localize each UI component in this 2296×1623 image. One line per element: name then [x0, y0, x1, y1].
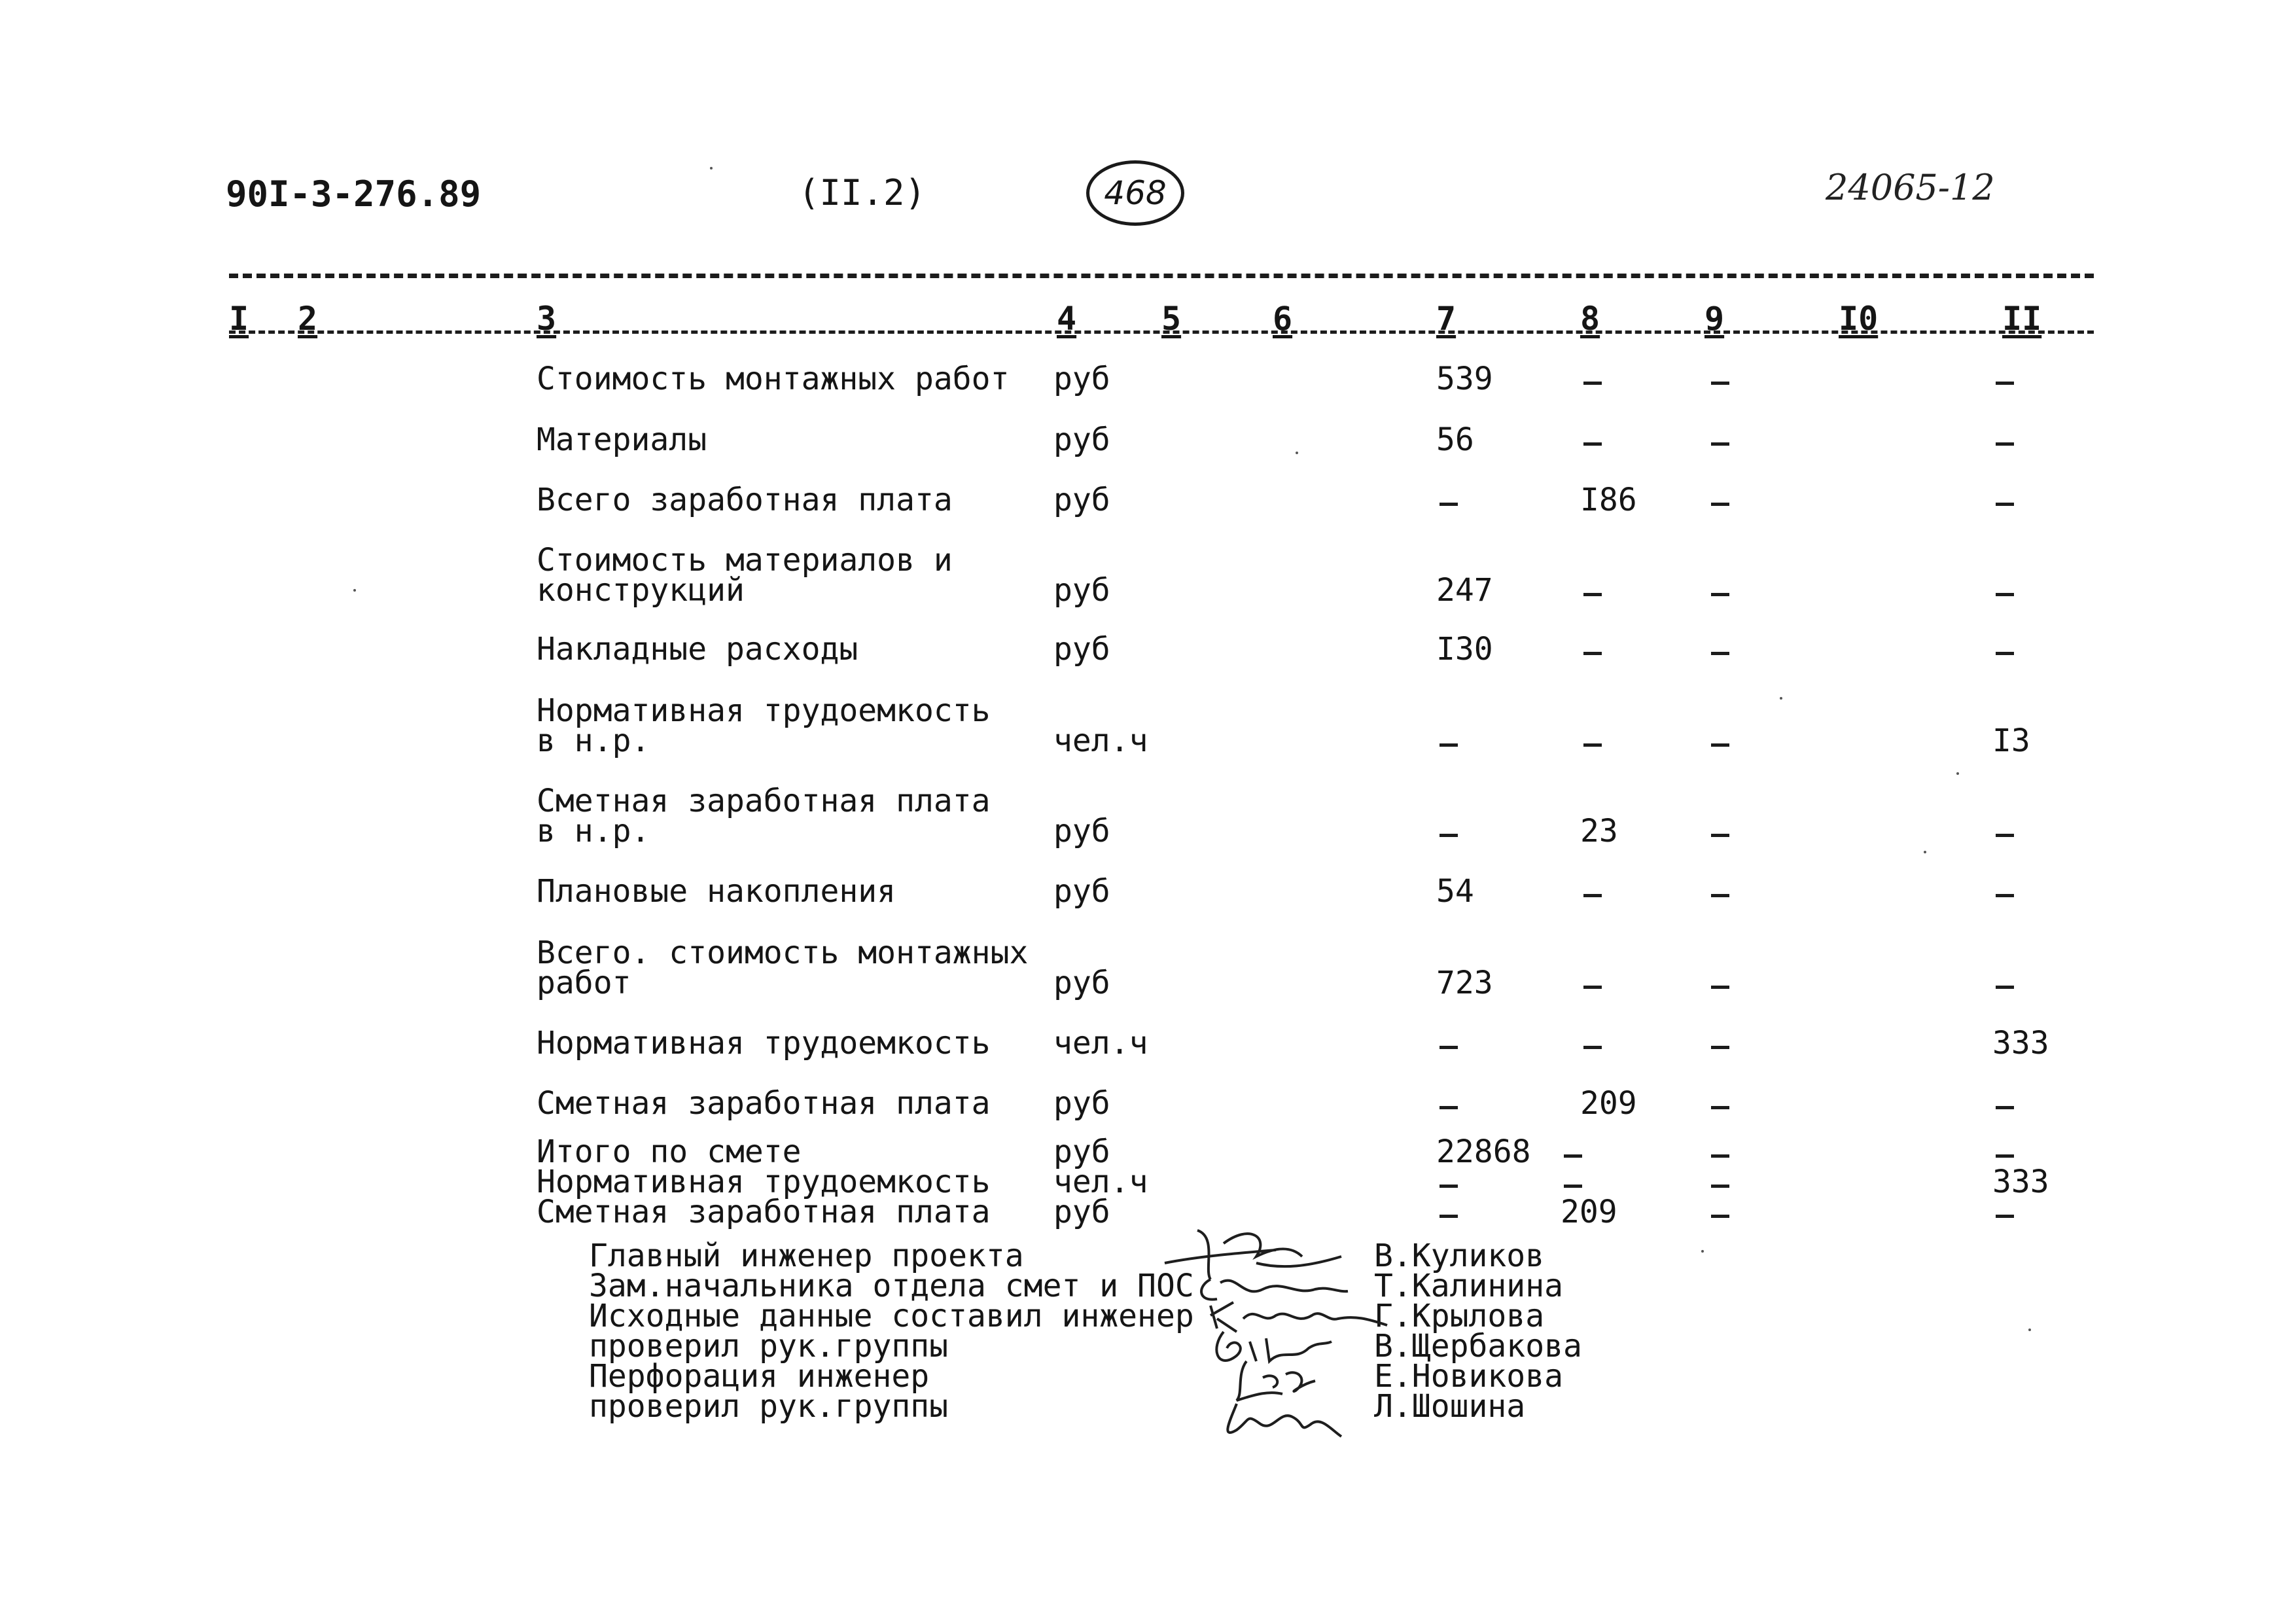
row-unit: чел.ч — [1053, 1025, 1148, 1061]
cell-col9 — [1708, 725, 1727, 762]
cell-col9 — [1708, 575, 1727, 611]
row-label: Плановые накопления — [537, 873, 896, 910]
row-label: работ — [537, 965, 631, 1001]
row-label: Накладные расходы — [537, 631, 858, 668]
row-unit: руб — [1053, 482, 1110, 518]
total-col7 — [1436, 1196, 1455, 1233]
row-label: Сметная заработная плата — [537, 1085, 991, 1122]
cell-col11: 333 — [1992, 1025, 2049, 1061]
cell-col11 — [1992, 815, 2011, 852]
total-col7: 22868 — [1436, 1133, 1531, 1170]
cell-col8: 23 — [1580, 813, 1618, 849]
column-number: 4 — [1057, 300, 1077, 338]
cell-col8 — [1580, 725, 1599, 762]
cell-col11 — [1992, 633, 2011, 670]
column-number: 3 — [537, 300, 557, 338]
scan-speck — [1780, 697, 1782, 700]
row-label: в н.р. — [537, 722, 650, 759]
signatory-role: проверил рук.группы — [589, 1328, 949, 1364]
total-label: Итого по смете — [537, 1133, 802, 1170]
cell-col8 — [1580, 424, 1599, 461]
sheet-number: 468 — [1104, 174, 1167, 212]
total-unit: чел.ч — [1053, 1164, 1148, 1200]
signatory-name: В.Куликов — [1374, 1238, 1545, 1274]
header-separator — [229, 274, 2094, 278]
scan-speck — [1924, 851, 1926, 853]
column-number: 9 — [1704, 300, 1725, 338]
cell-col8 — [1580, 633, 1599, 670]
cell-col9 — [1708, 1088, 1727, 1124]
row-label: Всего. стоимость монтажных — [537, 935, 1029, 971]
total-unit: руб — [1053, 1194, 1110, 1230]
column-number: 7 — [1436, 300, 1457, 338]
total-col11 — [1992, 1196, 2011, 1233]
row-unit: руб — [1053, 873, 1110, 910]
row-unit: чел.ч — [1053, 722, 1148, 759]
scan-speck — [1296, 452, 1298, 454]
cell-col7: 539 — [1436, 361, 1493, 397]
cell-col7: 54 — [1436, 873, 1474, 910]
signatory-role: Главный инженер проекта — [589, 1238, 1024, 1274]
cell-col11 — [1992, 575, 2011, 611]
row-unit: руб — [1053, 361, 1110, 397]
cell-col9 — [1708, 363, 1727, 400]
cell-col7 — [1436, 815, 1455, 852]
cell-col11 — [1992, 484, 2011, 521]
row-unit: руб — [1053, 421, 1110, 458]
row-label: в н.р. — [537, 813, 650, 849]
cell-col11 — [1992, 876, 2011, 912]
cell-col8 — [1580, 876, 1599, 912]
signatory-name: В.Щербакова — [1374, 1328, 1582, 1364]
cell-col8: I86 — [1580, 482, 1637, 518]
column-number: 8 — [1580, 300, 1600, 338]
cell-col8 — [1580, 967, 1599, 1004]
column-number: 2 — [298, 300, 318, 338]
scan-speck — [2028, 1329, 2031, 1331]
row-unit: руб — [1053, 813, 1110, 849]
row-label: Материалы — [537, 421, 707, 458]
total-label: Сметная заработная плата — [537, 1194, 991, 1230]
row-unit: руб — [1053, 965, 1110, 1001]
total-label: Нормативная трудоемкость — [537, 1164, 991, 1200]
row-label: конструкций — [537, 572, 745, 609]
scan-speck — [710, 167, 713, 169]
cell-col7: 56 — [1436, 421, 1474, 458]
cell-col9 — [1708, 815, 1727, 852]
cell-col11 — [1992, 424, 2011, 461]
total-col8: 209 — [1561, 1194, 1617, 1230]
cell-col7: 723 — [1436, 965, 1493, 1001]
total-col11: 333 — [1992, 1164, 2049, 1200]
row-label: Стоимость монтажных работ — [537, 361, 1010, 397]
cell-col9 — [1708, 967, 1727, 1004]
column-number: I0 — [1839, 300, 1879, 338]
total-col9 — [1708, 1196, 1727, 1233]
scan-speck — [1956, 772, 1959, 775]
signatory-name: Т.Калинина — [1374, 1268, 1563, 1304]
signatory-role: Исходные данные составил инженер — [589, 1298, 1194, 1334]
cell-col7: 247 — [1436, 572, 1493, 609]
scan-speck — [1701, 1250, 1704, 1253]
signatory-role: Зам.начальника отдела смет и ПОС — [589, 1268, 1194, 1304]
column-number: 6 — [1273, 300, 1293, 338]
cell-col7 — [1436, 725, 1455, 762]
cell-col9 — [1708, 1027, 1727, 1064]
cell-col11 — [1992, 967, 2011, 1004]
total-unit: руб — [1053, 1133, 1110, 1170]
cell-col7: I30 — [1436, 631, 1493, 668]
row-label: Всего заработная плата — [537, 482, 953, 518]
sheet-number-stamp — [1086, 160, 1184, 226]
section-number: (II.2) — [798, 172, 927, 213]
cell-col8 — [1580, 575, 1599, 611]
column-number: I — [229, 300, 249, 338]
document-code: 90I-3-276.89 — [226, 173, 482, 215]
signatory-role: Перфорация инженер — [589, 1358, 930, 1395]
row-unit: руб — [1053, 572, 1110, 609]
row-unit: руб — [1053, 631, 1110, 668]
cell-col9 — [1708, 633, 1727, 670]
cell-col9 — [1708, 484, 1727, 521]
row-unit: руб — [1053, 1085, 1110, 1122]
cell-col11 — [1992, 363, 2011, 400]
scan-speck — [353, 589, 356, 592]
signatory-name: Е.Новикова — [1374, 1358, 1563, 1395]
inventory-number: 24065-12 — [1826, 167, 1995, 208]
cell-col7 — [1436, 484, 1455, 521]
cell-col11: I3 — [1992, 722, 2030, 759]
cell-col8: 209 — [1580, 1085, 1637, 1122]
cell-col7 — [1436, 1088, 1455, 1124]
row-label: Сметная заработная плата — [537, 783, 991, 819]
column-number: 5 — [1161, 300, 1182, 338]
signature-shoshina — [1217, 1394, 1348, 1446]
cell-col7 — [1436, 1027, 1455, 1064]
row-label: Стоимость материалов и — [537, 542, 953, 579]
signatory-name: Л.Шошина — [1374, 1388, 1526, 1425]
cell-col11 — [1992, 1088, 2011, 1124]
row-label: Нормативная трудоемкость — [537, 1025, 991, 1061]
cell-col9 — [1708, 876, 1727, 912]
signatory-role: проверил рук.группы — [589, 1388, 949, 1425]
signatory-name: Г.Крылова — [1374, 1298, 1545, 1334]
row-label: Нормативная трудоемкость — [537, 692, 991, 729]
cell-col8 — [1580, 363, 1599, 400]
cell-col8 — [1580, 1027, 1599, 1064]
column-number: II — [2002, 300, 2042, 338]
cell-col9 — [1708, 424, 1727, 461]
